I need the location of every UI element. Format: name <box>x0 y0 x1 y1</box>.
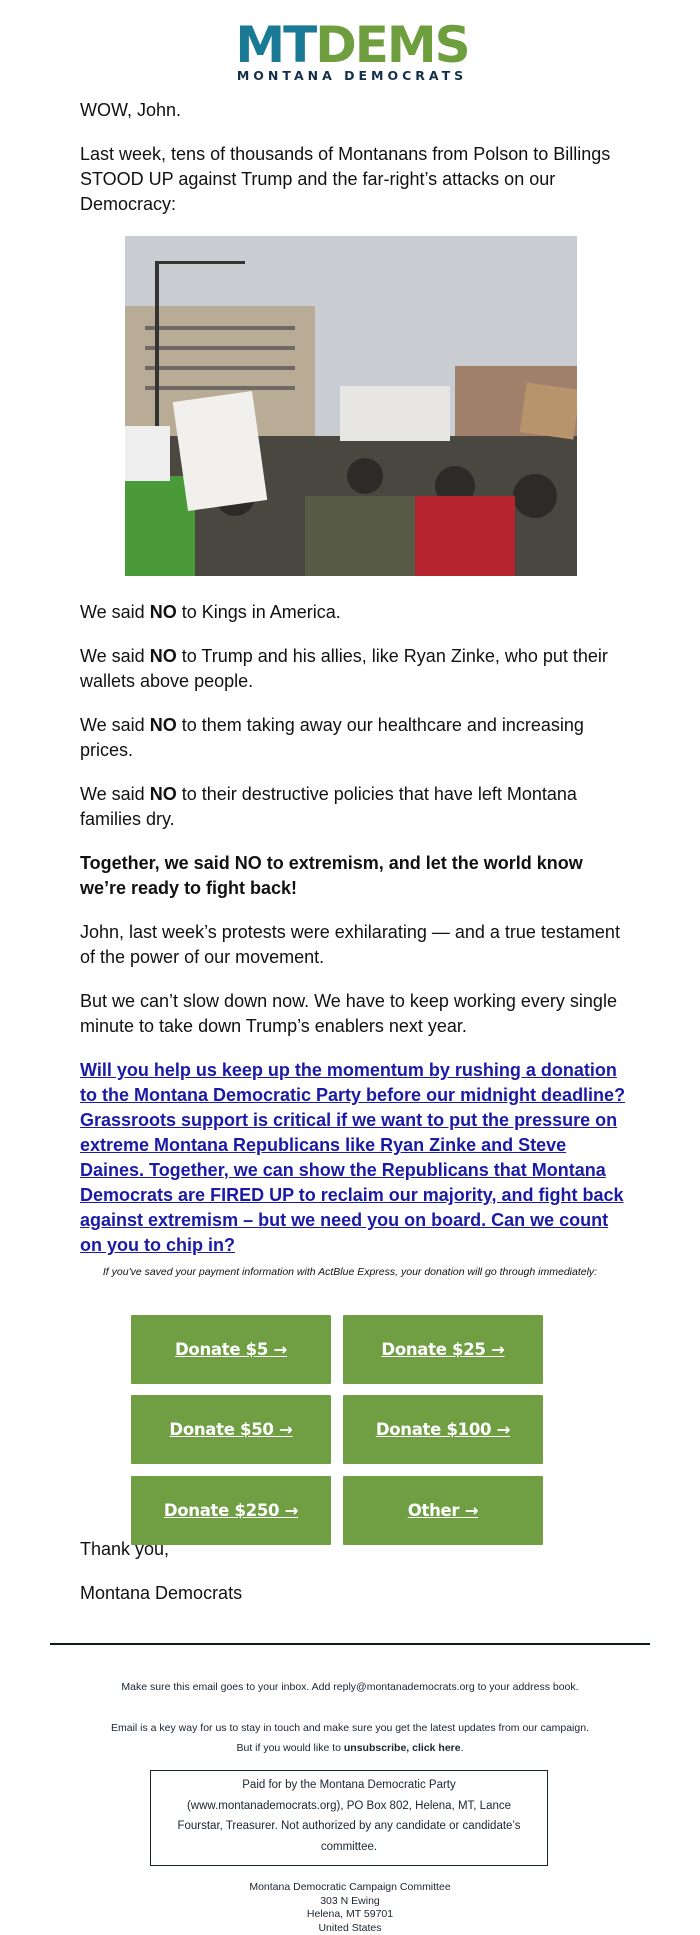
key-way-note: Email is a key way for us to stay in touch and make sure you get the latest updates from our campaign. <box>0 1718 700 1738</box>
greeting: WOW, John. <box>80 98 628 123</box>
logo-mt: MT <box>235 16 315 74</box>
no-kings-line <box>80 600 628 625</box>
unsubscribe-link[interactable]: unsubscribe, click here <box>344 1742 461 1754</box>
text: to Kings in America. <box>177 602 341 622</box>
text: But if you would like to <box>236 1742 343 1754</box>
logo-subtitle: MONTANA DEMOCRATS <box>227 68 477 83</box>
emphasis: NO <box>150 715 177 735</box>
actblue-note: If you've saved your payment information with ActBlue Express, your donation will go through immediately: <box>0 1266 700 1278</box>
thanks: Thank you, <box>80 1537 242 1562</box>
text: to Trump and his allies, like Ryan Zinke, who put their wallets above people. <box>80 646 608 691</box>
address-line: Helena, MT 59701 <box>0 1908 700 1922</box>
sender-name: Montana Democrats <box>80 1581 242 1606</box>
donate-50-button[interactable]: Donate $50 → <box>131 1395 331 1464</box>
text: We said <box>80 646 150 666</box>
together-paragraph: Together, we said NO to extremism, and let the world know we’re ready to fight back! <box>80 851 628 901</box>
text: We said <box>80 715 150 735</box>
address-line: United States <box>0 1922 700 1935</box>
logo-dems: DEMS <box>315 16 468 74</box>
emphasis: NO <box>150 602 177 622</box>
mailing-address <box>0 1881 700 1935</box>
donate-5-button[interactable]: Donate $5 → <box>131 1315 331 1384</box>
protests-paragraph: John, last week’s protests were exhilarating — and a true testament of the power of our movement. <box>80 920 628 970</box>
text: We said <box>80 602 150 622</box>
mtdems-logo <box>227 20 477 84</box>
text: to them taking away our healthcare and increasing prices. <box>80 715 584 760</box>
no-healthcare-line <box>80 713 628 763</box>
donate-other-button[interactable]: Other → <box>343 1476 543 1545</box>
cant-slow-paragraph: But we can’t slow down now. We have to keep working every single minute to take down Trump’s enablers next year. <box>80 989 628 1039</box>
unsubscribe-line <box>0 1738 700 1758</box>
no-trump-line <box>80 644 628 694</box>
footer-divider <box>50 1643 650 1645</box>
donate-250-button[interactable]: Donate $250 → <box>131 1476 331 1545</box>
donate-100-button[interactable]: Donate $100 → <box>343 1395 543 1464</box>
emphasis: NO <box>150 646 177 666</box>
paid-for-disclaimer: Paid for by the Montana Democratic Party (www.montanademocrats.org), PO Box 802, Helena, MT, Lance Fourstar, Treasurer. Not authorized by any candidate or candidate’s committee. <box>150 1770 548 1866</box>
text: . <box>461 1742 464 1754</box>
emphasis: NO <box>150 784 177 804</box>
donation-cta-link[interactable]: Will you help us keep up the momentum by rushing a donation to the Montana Democratic Party before our midnight deadline? Grassroots support is critical if we want to put the pressure on extreme Montana Republicans like Ryan Zinke and Steve Daines. Together, we can show the Republicans that Montana Democrats are FIRED UP to reclaim our majority, and fight back against extremism – but we need you on board. Can we count on you to chip in? <box>80 1058 628 1258</box>
text: We said <box>80 784 150 804</box>
no-policies-line <box>80 782 628 832</box>
inbox-note: Make sure this email goes to your inbox. Add reply@montanademocrats.org to your address book. <box>0 1677 700 1697</box>
text: to their destructive policies that have left Montana families dry. <box>80 784 577 829</box>
signoff <box>80 1537 242 1625</box>
protest-photo <box>125 236 577 576</box>
email-body <box>80 98 628 1278</box>
address-line: Montana Democratic Campaign Committee <box>0 1881 700 1895</box>
donate-25-button[interactable]: Donate $25 → <box>343 1315 543 1384</box>
intro-paragraph: Last week, tens of thousands of Montanans from Polson to Billings STOOD UP against Trump and the far-right’s attacks on our Democracy: <box>80 142 628 217</box>
address-line: 303 N Ewing <box>0 1895 700 1909</box>
